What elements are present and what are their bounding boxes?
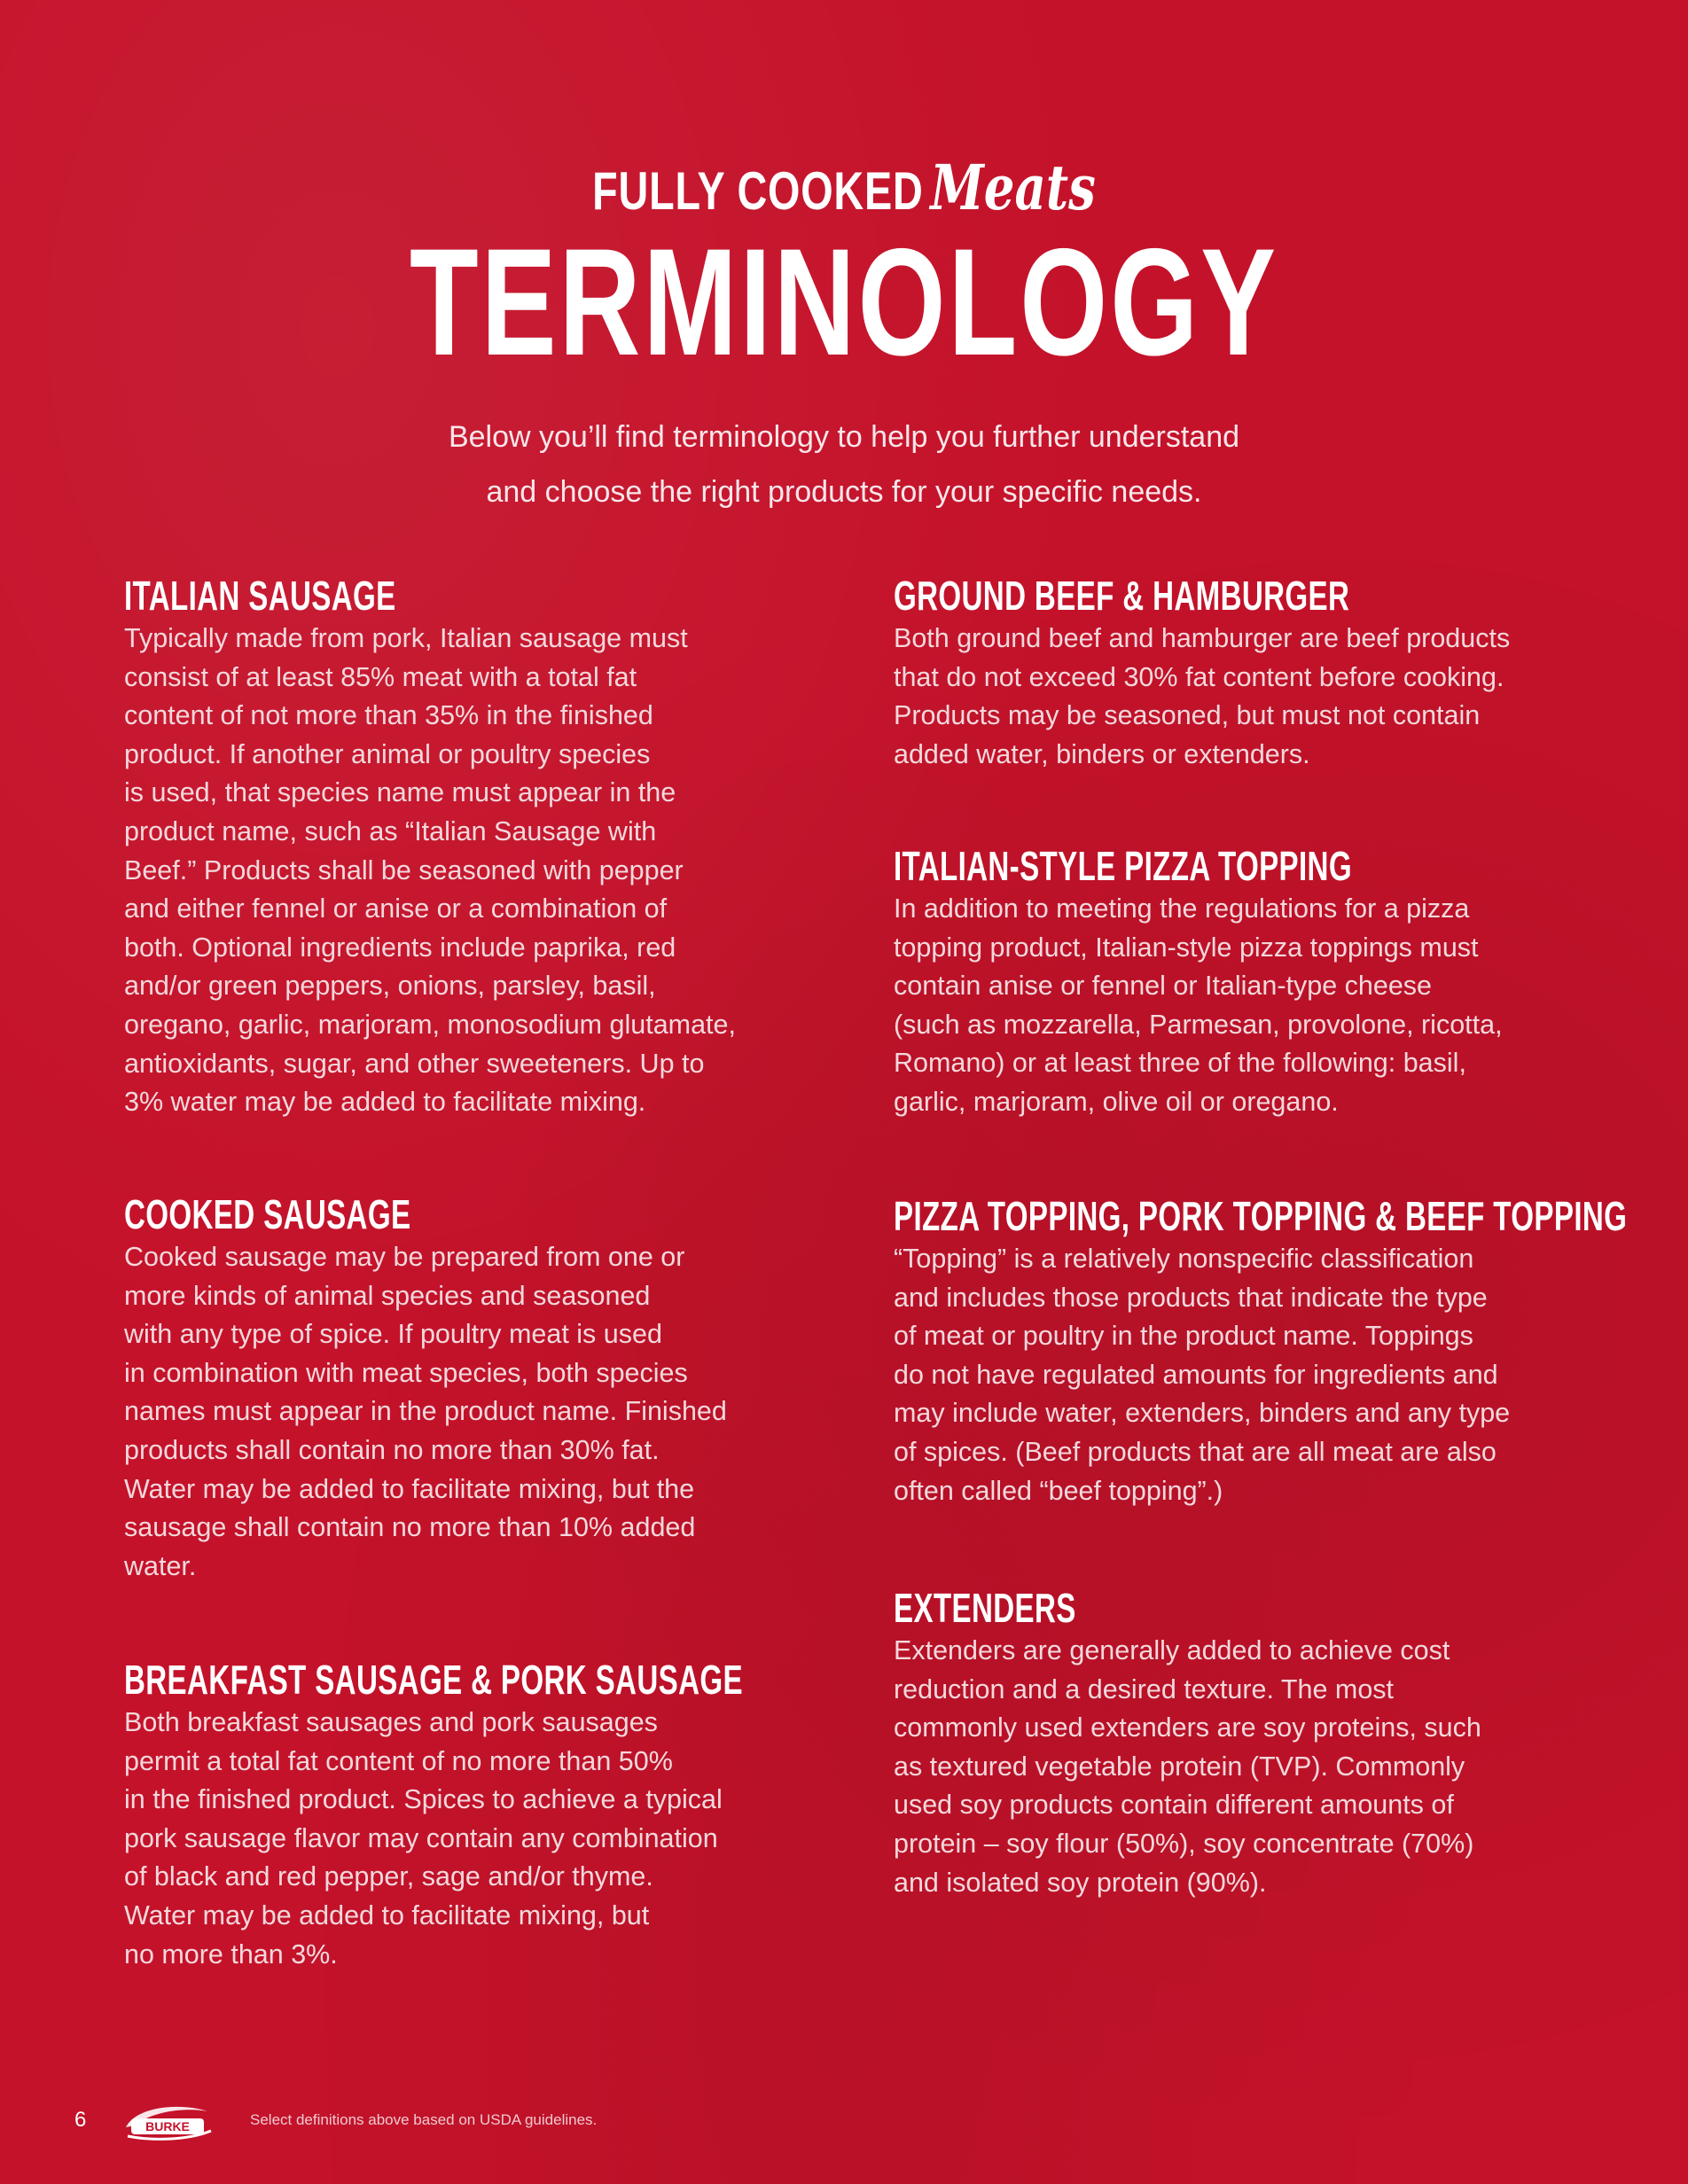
intro-line: Below you’ll find terminology to help you further understand — [448, 420, 1240, 454]
body-line: sausage shall contain no more than 10% added — [124, 1512, 696, 1543]
body-line: Beef.” Products shall be seasoned with pepper — [124, 854, 684, 885]
section-cooked-sausage — [124, 1190, 807, 1586]
section-italian-sausage — [124, 572, 807, 1122]
section-body — [894, 620, 1576, 774]
body-line: Both ground beef and hamburger are beef products — [894, 623, 1511, 653]
body-line: antioxidants, sugar, and other sweeteners. Up to — [124, 1048, 705, 1079]
body-line: and includes those products that indicate the type — [894, 1282, 1488, 1313]
body-line: more kinds of animal species and seasoned — [124, 1280, 651, 1311]
page-number: 6 — [74, 2108, 87, 2132]
body-line: products shall contain no more than 30% fat. — [124, 1434, 660, 1465]
intro-line: and choose the right products for your specific needs. — [486, 475, 1202, 509]
body-line: pork sausage flavor may contain any combination — [124, 1822, 718, 1853]
section-extenders — [894, 1584, 1576, 1902]
burke-logo-icon — [119, 2101, 216, 2141]
body-line: commonly used extenders are soy proteins, such — [894, 1712, 1481, 1743]
section-italian-style-pizza-topping — [894, 842, 1576, 1122]
body-line: Cooked sausage may be prepared from one or — [124, 1242, 685, 1272]
body-line: with any type of spice. If poultry meat is used — [124, 1319, 662, 1350]
section-body — [124, 620, 807, 1122]
section-heading: PIZZA TOPPING, PORK TOPPING & BEEF TOPPING — [894, 1193, 1628, 1239]
section-ground-beef — [894, 572, 1576, 774]
section-heading: EXTENDERS — [894, 1585, 1076, 1631]
body-line: Water may be added to facilitate mixing, but — [124, 1899, 650, 1930]
body-line: often called “beef topping”.) — [894, 1475, 1223, 1506]
body-line: do not have regulated amounts for ingredients and — [894, 1359, 1498, 1390]
page-footer — [0, 2101, 1688, 2145]
body-line: Both breakfast sausages and pork sausages — [124, 1707, 658, 1737]
body-line: and isolated soy protein (90%). — [894, 1867, 1267, 1898]
body-line: of black and red pepper, sage and/or thyme. — [124, 1861, 653, 1892]
body-line: used soy products contain different amounts of — [894, 1790, 1454, 1821]
body-line: of meat or poultry in the product name. Toppings — [894, 1321, 1473, 1352]
body-line: product. If another animal or poultry species — [124, 738, 651, 769]
body-line: Water may be added to facilitate mixing, but the — [124, 1473, 695, 1504]
body-line: in the finished product. Spices to achieve a typical — [124, 1784, 723, 1815]
body-line: 3% water may be added to facilitate mixing. — [124, 1087, 646, 1118]
body-line: consist of at least 85% meat with a total fat — [124, 661, 637, 692]
footnote: Select definitions above based on USDA guidelines. — [250, 2111, 598, 2128]
body-line: permit a total fat content of no more than 50% — [124, 1745, 673, 1776]
section-heading: BREAKFAST SAUSAGE & PORK SAUSAGE — [124, 1657, 743, 1703]
body-line: that do not exceed 30% fat content before cooking. — [894, 661, 1504, 692]
body-line: Typically made from pork, Italian sausage must — [124, 623, 688, 653]
body-line: content of not more than 35% in the finished — [124, 700, 653, 731]
section-heading: ITALIAN SAUSAGE — [124, 573, 396, 619]
body-line: Romano) or at least three of the following: basil, — [894, 1048, 1466, 1079]
body-line: oregano, garlic, marjoram, monosodium glutamate, — [124, 1009, 736, 1040]
body-line: is used, that species name must appear in the — [124, 777, 676, 808]
kicker-script-text: Meats — [930, 151, 1096, 224]
body-line: and/or green peppers, onions, parsley, basil, — [124, 971, 656, 1002]
section-heading: GROUND BEEF & HAMBURGER — [894, 573, 1350, 619]
body-line: (such as mozzarella, Parmesan, provolone, ricotta, — [894, 1009, 1503, 1040]
body-line: Products may be seasoned, but must not contain — [894, 700, 1481, 731]
body-line: in combination with meat species, both species — [124, 1357, 688, 1388]
body-line: no more than 3%. — [124, 1938, 338, 1970]
section-pizza-topping — [894, 1192, 1628, 1510]
body-line: names must appear in the product name. Finished — [124, 1396, 727, 1427]
section-body — [894, 1632, 1576, 1902]
section-breakfast-sausage — [124, 1656, 807, 1974]
body-line: protein – soy flour (50%), soy concentrate (70%) — [894, 1828, 1474, 1859]
body-line: contain anise or fennel or Italian-type cheese — [894, 971, 1432, 1002]
body-line: both. Optional ingredients include paprika, red — [124, 932, 676, 963]
section-body — [894, 890, 1576, 1122]
body-line: “Topping” is a relatively nonspecific classification — [894, 1244, 1474, 1274]
body-line: product name, such as “Italian Sausage with — [124, 815, 657, 846]
body-line: may include water, extenders, binders and any type — [894, 1398, 1511, 1429]
logo-text: BURKE — [145, 2119, 190, 2133]
body-line: Extenders are generally added to achieve cost — [894, 1635, 1450, 1665]
body-line: In addition to meeting the regulations for a pizza — [894, 893, 1470, 924]
body-line: topping product, Italian-style pizza toppings must — [894, 932, 1479, 963]
body-line: garlic, marjoram, olive oil or oregano. — [894, 1086, 1339, 1117]
section-body — [124, 1704, 807, 1974]
body-line: as textured vegetable protein (TVP). Commonly — [894, 1751, 1465, 1782]
body-line: added water, binders or extenders. — [894, 738, 1310, 769]
section-heading: COOKED SAUSAGE — [124, 1191, 411, 1237]
kicker-text: FULLY COOKED — [592, 161, 924, 221]
body-line: water. — [124, 1550, 197, 1581]
body-line: of spices. (Beef products that are all meat are also — [894, 1436, 1497, 1467]
intro-paragraph — [356, 410, 1332, 519]
section-heading: ITALIAN-STYLE PIZZA TOPPING — [894, 843, 1352, 889]
body-line: reduction and a desired texture. The most — [894, 1673, 1395, 1704]
body-line: and either fennel or anise or a combination of — [124, 893, 668, 924]
page-kicker — [185, 151, 1502, 224]
page-title: TERMINOLOGY — [409, 217, 1279, 387]
section-body — [124, 1238, 807, 1586]
section-body — [894, 1240, 1576, 1510]
